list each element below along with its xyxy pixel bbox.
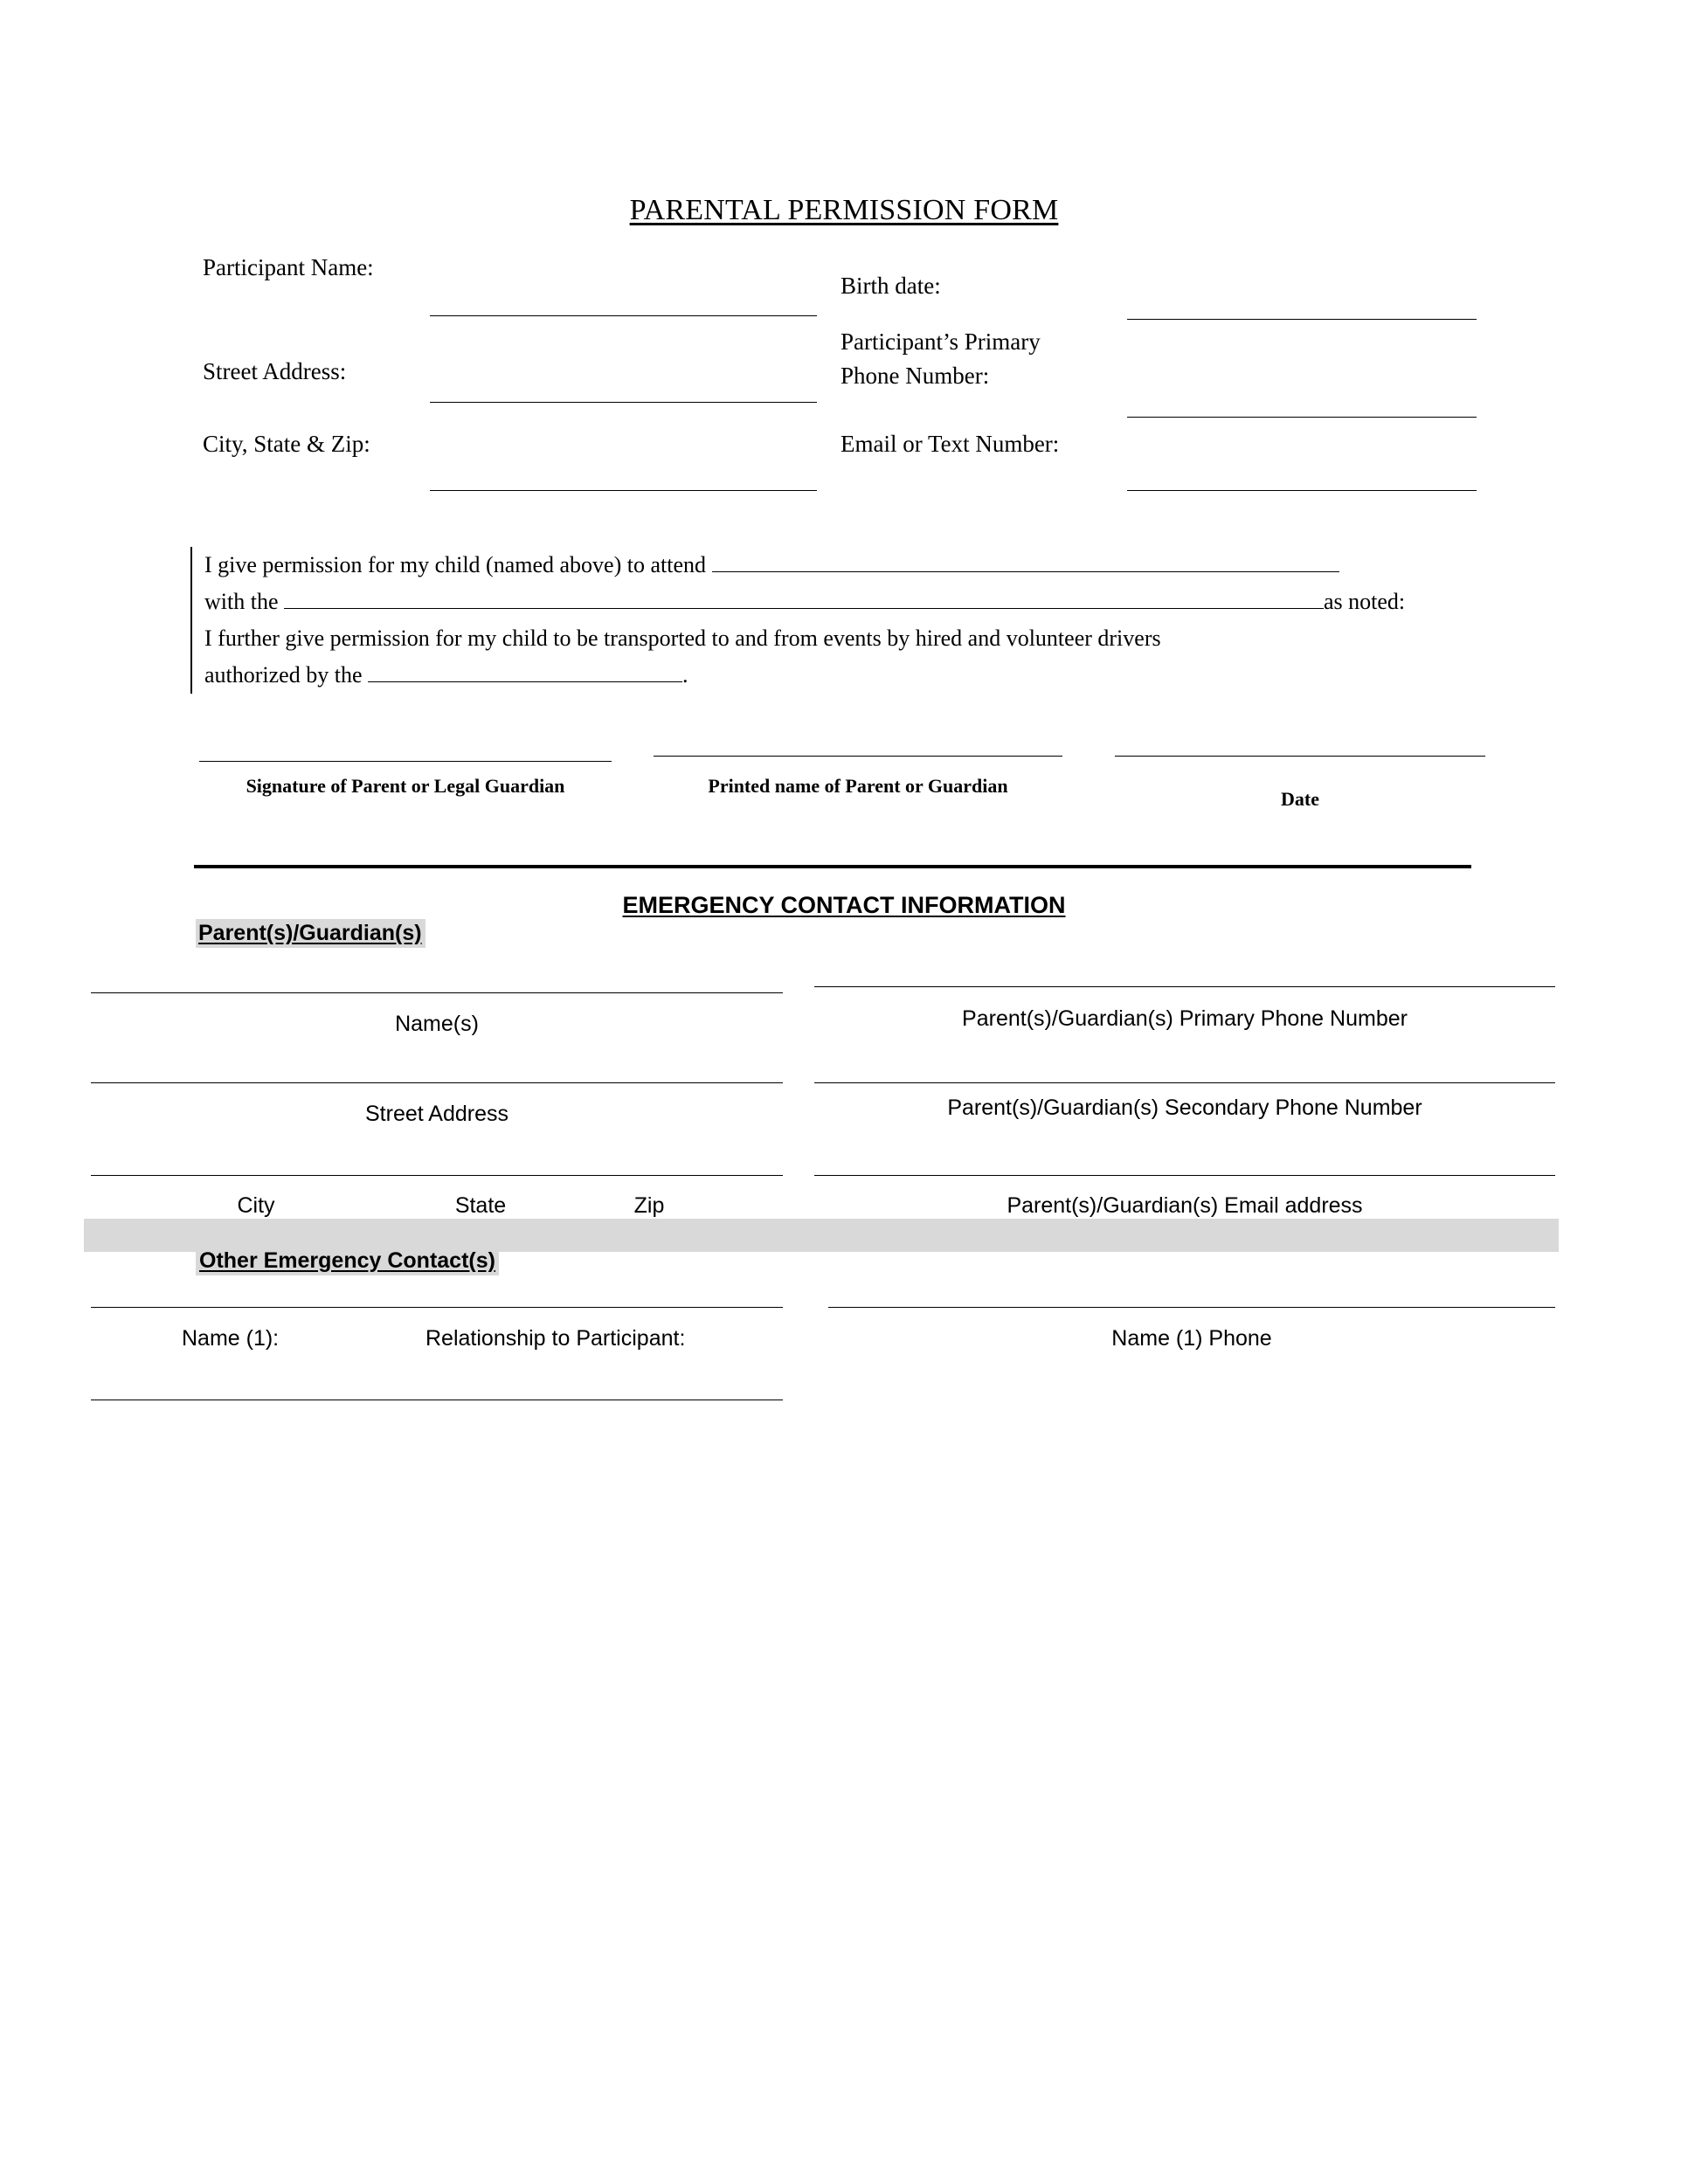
email-or-text-field[interactable] xyxy=(1127,490,1477,491)
other-emergency-heading-text: Other Emergency Contact(s) xyxy=(199,1248,495,1273)
permission-line-2-suffix: as noted: xyxy=(1324,589,1406,614)
city-state-zip-field[interactable] xyxy=(430,490,817,491)
permission-line-4-prefix: authorized by the xyxy=(204,662,363,688)
page-title-text: PARENTAL PERMISSION FORM xyxy=(629,194,1059,226)
guardian-zip-label: Zip xyxy=(633,1193,665,1218)
emergency-section-title xyxy=(0,892,1688,919)
street-address-field[interactable] xyxy=(430,402,817,403)
email-or-text-label: Email or Text Number: xyxy=(841,431,1060,457)
printed-name-label: Printed name of Parent or Guardian xyxy=(708,775,1008,797)
guardian-city-state-zip-field[interactable] xyxy=(91,1175,783,1176)
permission-line-1-text: I give permission for my child (named above) to attend xyxy=(204,552,707,577)
other-contact-phone-label: Name (1) Phone xyxy=(1111,1326,1272,1351)
emergency-section-title-text: EMERGENCY CONTACT INFORMATION xyxy=(622,892,1066,918)
parent-signature-label: Signature of Parent or Legal Guardian xyxy=(246,775,565,797)
other-contact-phone-field[interactable] xyxy=(828,1307,1555,1308)
other-contact-relationship-label: Relationship to Participant: xyxy=(425,1326,686,1351)
parent-signature-field[interactable] xyxy=(199,761,612,762)
guardian-primary-phone-label: Parent(s)/Guardian(s) Primary Phone Number xyxy=(962,1006,1408,1031)
section-divider xyxy=(194,865,1471,868)
participant-primary-phone-label: Participant’s Primary Phone Number: xyxy=(841,328,1041,389)
organization-field[interactable] xyxy=(284,587,1324,609)
guardian-street-field[interactable] xyxy=(91,1082,783,1083)
guardian-email-label: Parent(s)/Guardian(s) Email address xyxy=(1007,1193,1363,1218)
guardian-state-label: State xyxy=(454,1193,507,1218)
other-emergency-heading xyxy=(196,1247,499,1275)
other-contact-name-label: Name (1): xyxy=(182,1326,280,1351)
participant-name-field[interactable] xyxy=(430,315,817,316)
participant-name-label: Participant Name: xyxy=(203,254,374,280)
parents-guardians-heading-text: Parent(s)/Guardian(s) xyxy=(198,921,422,945)
birth-date-label: Birth date: xyxy=(841,273,941,299)
printed-name-field[interactable] xyxy=(654,756,1062,757)
guardian-secondary-phone-label: Parent(s)/Guardian(s) Secondary Phone Number xyxy=(947,1095,1422,1120)
permission-line-1 xyxy=(204,547,1493,584)
event-name-field[interactable] xyxy=(712,550,1339,572)
guardian-city-label: City xyxy=(237,1193,275,1218)
guardian-email-field[interactable] xyxy=(814,1175,1555,1176)
guardian-primary-phone-field[interactable] xyxy=(814,986,1555,987)
authorizing-body-field[interactable] xyxy=(368,660,682,682)
participant-primary-phone-field[interactable] xyxy=(1127,417,1477,418)
signature-date-field[interactable] xyxy=(1115,756,1485,757)
guardian-street-label: Street Address xyxy=(365,1102,508,1126)
birth-date-field[interactable] xyxy=(1127,319,1477,320)
guardian-names-label: Name(s) xyxy=(395,1012,479,1036)
permission-line-4-suffix: . xyxy=(682,662,688,688)
street-address-label: Street Address: xyxy=(203,358,347,384)
permission-line-2 xyxy=(204,584,1493,620)
other-contact-name-field[interactable] xyxy=(91,1307,783,1308)
signature-date-label: Date xyxy=(1281,788,1319,810)
parents-guardians-heading xyxy=(196,919,425,948)
permission-line-2-prefix: with the xyxy=(204,589,279,614)
permission-line-3: I further give permission for my child to be transported to and from events by hired and volunteer drivers xyxy=(204,625,1161,651)
city-state-zip-label: City, State & Zip: xyxy=(203,431,370,457)
guardian-names-field[interactable] xyxy=(91,992,783,993)
page-title xyxy=(0,194,1688,227)
permission-statement xyxy=(190,547,1493,694)
permission-line-4 xyxy=(204,657,1493,694)
guardian-secondary-phone-field[interactable] xyxy=(814,1082,1555,1083)
